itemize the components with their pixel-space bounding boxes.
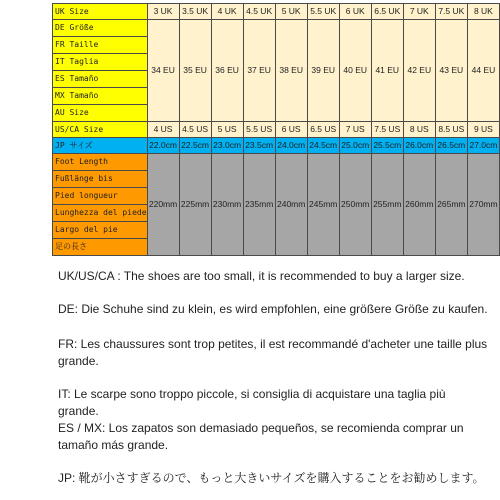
eu-size-cell: 37 EU [243,20,275,122]
us-size-cell: 7 US [339,122,371,138]
eu-size-cell: 34 EU [147,20,179,122]
foot-length-cell: 230mm [211,154,243,256]
jp-size-cell: 22.0cm [147,138,179,154]
jp-size-cell: 26.0cm [403,138,435,154]
jp-size-cell: 23.5cm [243,138,275,154]
foot-length-cell: 220mm [147,154,179,256]
us-size-label: US/CA Size [53,122,148,138]
us-size-cell: 5.5 US [243,122,275,138]
us-size-cell: 6.5 US [307,122,339,138]
foot-length-label-it: Lunghezza del piede [53,205,148,222]
eu-size-cell: 36 EU [211,20,243,122]
jp-size-cell: 27.0cm [467,138,499,154]
jp-size-cell: 24.5cm [307,138,339,154]
de-size-label: DE Größe [53,20,148,37]
uk-size-cell: 5.5 UK [307,4,339,20]
uk-size-cell: 6.5 UK [371,4,403,20]
eu-size-cell: 44 EU [467,20,499,122]
au-size-label: AU Size [53,105,148,122]
jp-size-cell: 24.0cm [275,138,307,154]
foot-length-cell: 240mm [275,154,307,256]
us-size-cell: 8 US [403,122,435,138]
us-size-cell: 7.5 US [371,122,403,138]
foot-length-cell: 245mm [307,154,339,256]
us-size-cell: 5 US [211,122,243,138]
foot-length-label-fr: Pied longueur [53,188,148,205]
it-size-label: IT Taglia [53,54,148,71]
foot-length-cell: 270mm [467,154,499,256]
jp-size-cell: 23.0cm [211,138,243,154]
uk-size-cell: 8 UK [467,4,499,20]
us-size-cell: 8.5 US [435,122,467,138]
eu-size-cell: 35 EU [179,20,211,122]
eu-size-cell: 43 EU [435,20,467,122]
foot-length-label-jp: 足の長さ [53,239,148,256]
foot-length-cell: 235mm [243,154,275,256]
us-size-cell: 9 US [467,122,499,138]
jp-size-label: JP サイズ [53,138,148,154]
eu-size-cell: 40 EU [339,20,371,122]
foot-length-cell: 225mm [179,154,211,256]
foot-length-cell: 250mm [339,154,371,256]
foot-length-row [53,154,500,171]
uk-size-row [53,4,500,20]
note-uk-us-ca: UK/US/CA : The shoes are too small, it is recommended to buy a larger size. [58,269,465,283]
eu-size-cell: 41 EU [371,20,403,122]
note-it: IT: Le scarpe sono troppo piccole, si consiglia di acquistare una taglia più grande. [58,387,446,418]
jp-size-cell: 25.5cm [371,138,403,154]
uk-size-cell: 6 UK [339,4,371,20]
uk-size-cell: 5 UK [275,4,307,20]
jp-size-cell: 25.0cm [339,138,371,154]
size-chart-table [52,3,500,256]
us-size-cell: 4 US [147,122,179,138]
eu-size-cell: 42 EU [403,20,435,122]
note-es-mx: ES / MX: Los zapatos son demasiado pequeños, se recomienda comprar un tamaño más grande. [58,421,464,452]
foot-length-label-de: Fußlänge bis [53,171,148,188]
jp-size-row [53,138,500,154]
foot-length-cell: 255mm [371,154,403,256]
note-jp: JP: 靴が小さすぎるので、もっと大きいサイズを購入することをお勧めします。 [58,471,485,485]
eu-size-row [53,20,500,37]
foot-length-label: Foot Length [53,154,148,171]
uk-size-cell: 3 UK [147,4,179,20]
us-size-cell: 6 US [275,122,307,138]
mx-size-label: MX Tamaño [53,88,148,105]
foot-length-cell: 265mm [435,154,467,256]
foot-length-label-es: Largo del pie [53,222,148,239]
uk-size-cell: 3.5 UK [179,4,211,20]
eu-size-cell: 39 EU [307,20,339,122]
jp-size-cell: 22.5cm [179,138,211,154]
uk-size-label: UK Size [53,4,148,20]
jp-size-cell: 26.5cm [435,138,467,154]
uk-size-cell: 7 UK [403,4,435,20]
us-size-row [53,122,500,138]
us-size-cell: 4.5 US [179,122,211,138]
es-size-label: ES Tamaño [53,71,148,88]
uk-size-cell: 7.5 UK [435,4,467,20]
eu-size-cell: 38 EU [275,20,307,122]
note-fr: FR: Les chaussures sont trop petites, il est recommandé d'acheter une taille plus grande. [58,337,488,368]
note-de: DE: Die Schuhe sind zu klein, es wird empfohlen, eine größere Größe zu kaufen. [58,302,488,316]
foot-length-cell: 260mm [403,154,435,256]
uk-size-cell: 4 UK [211,4,243,20]
uk-size-cell: 4.5 UK [243,4,275,20]
fr-size-label: FR Taille [53,37,148,54]
